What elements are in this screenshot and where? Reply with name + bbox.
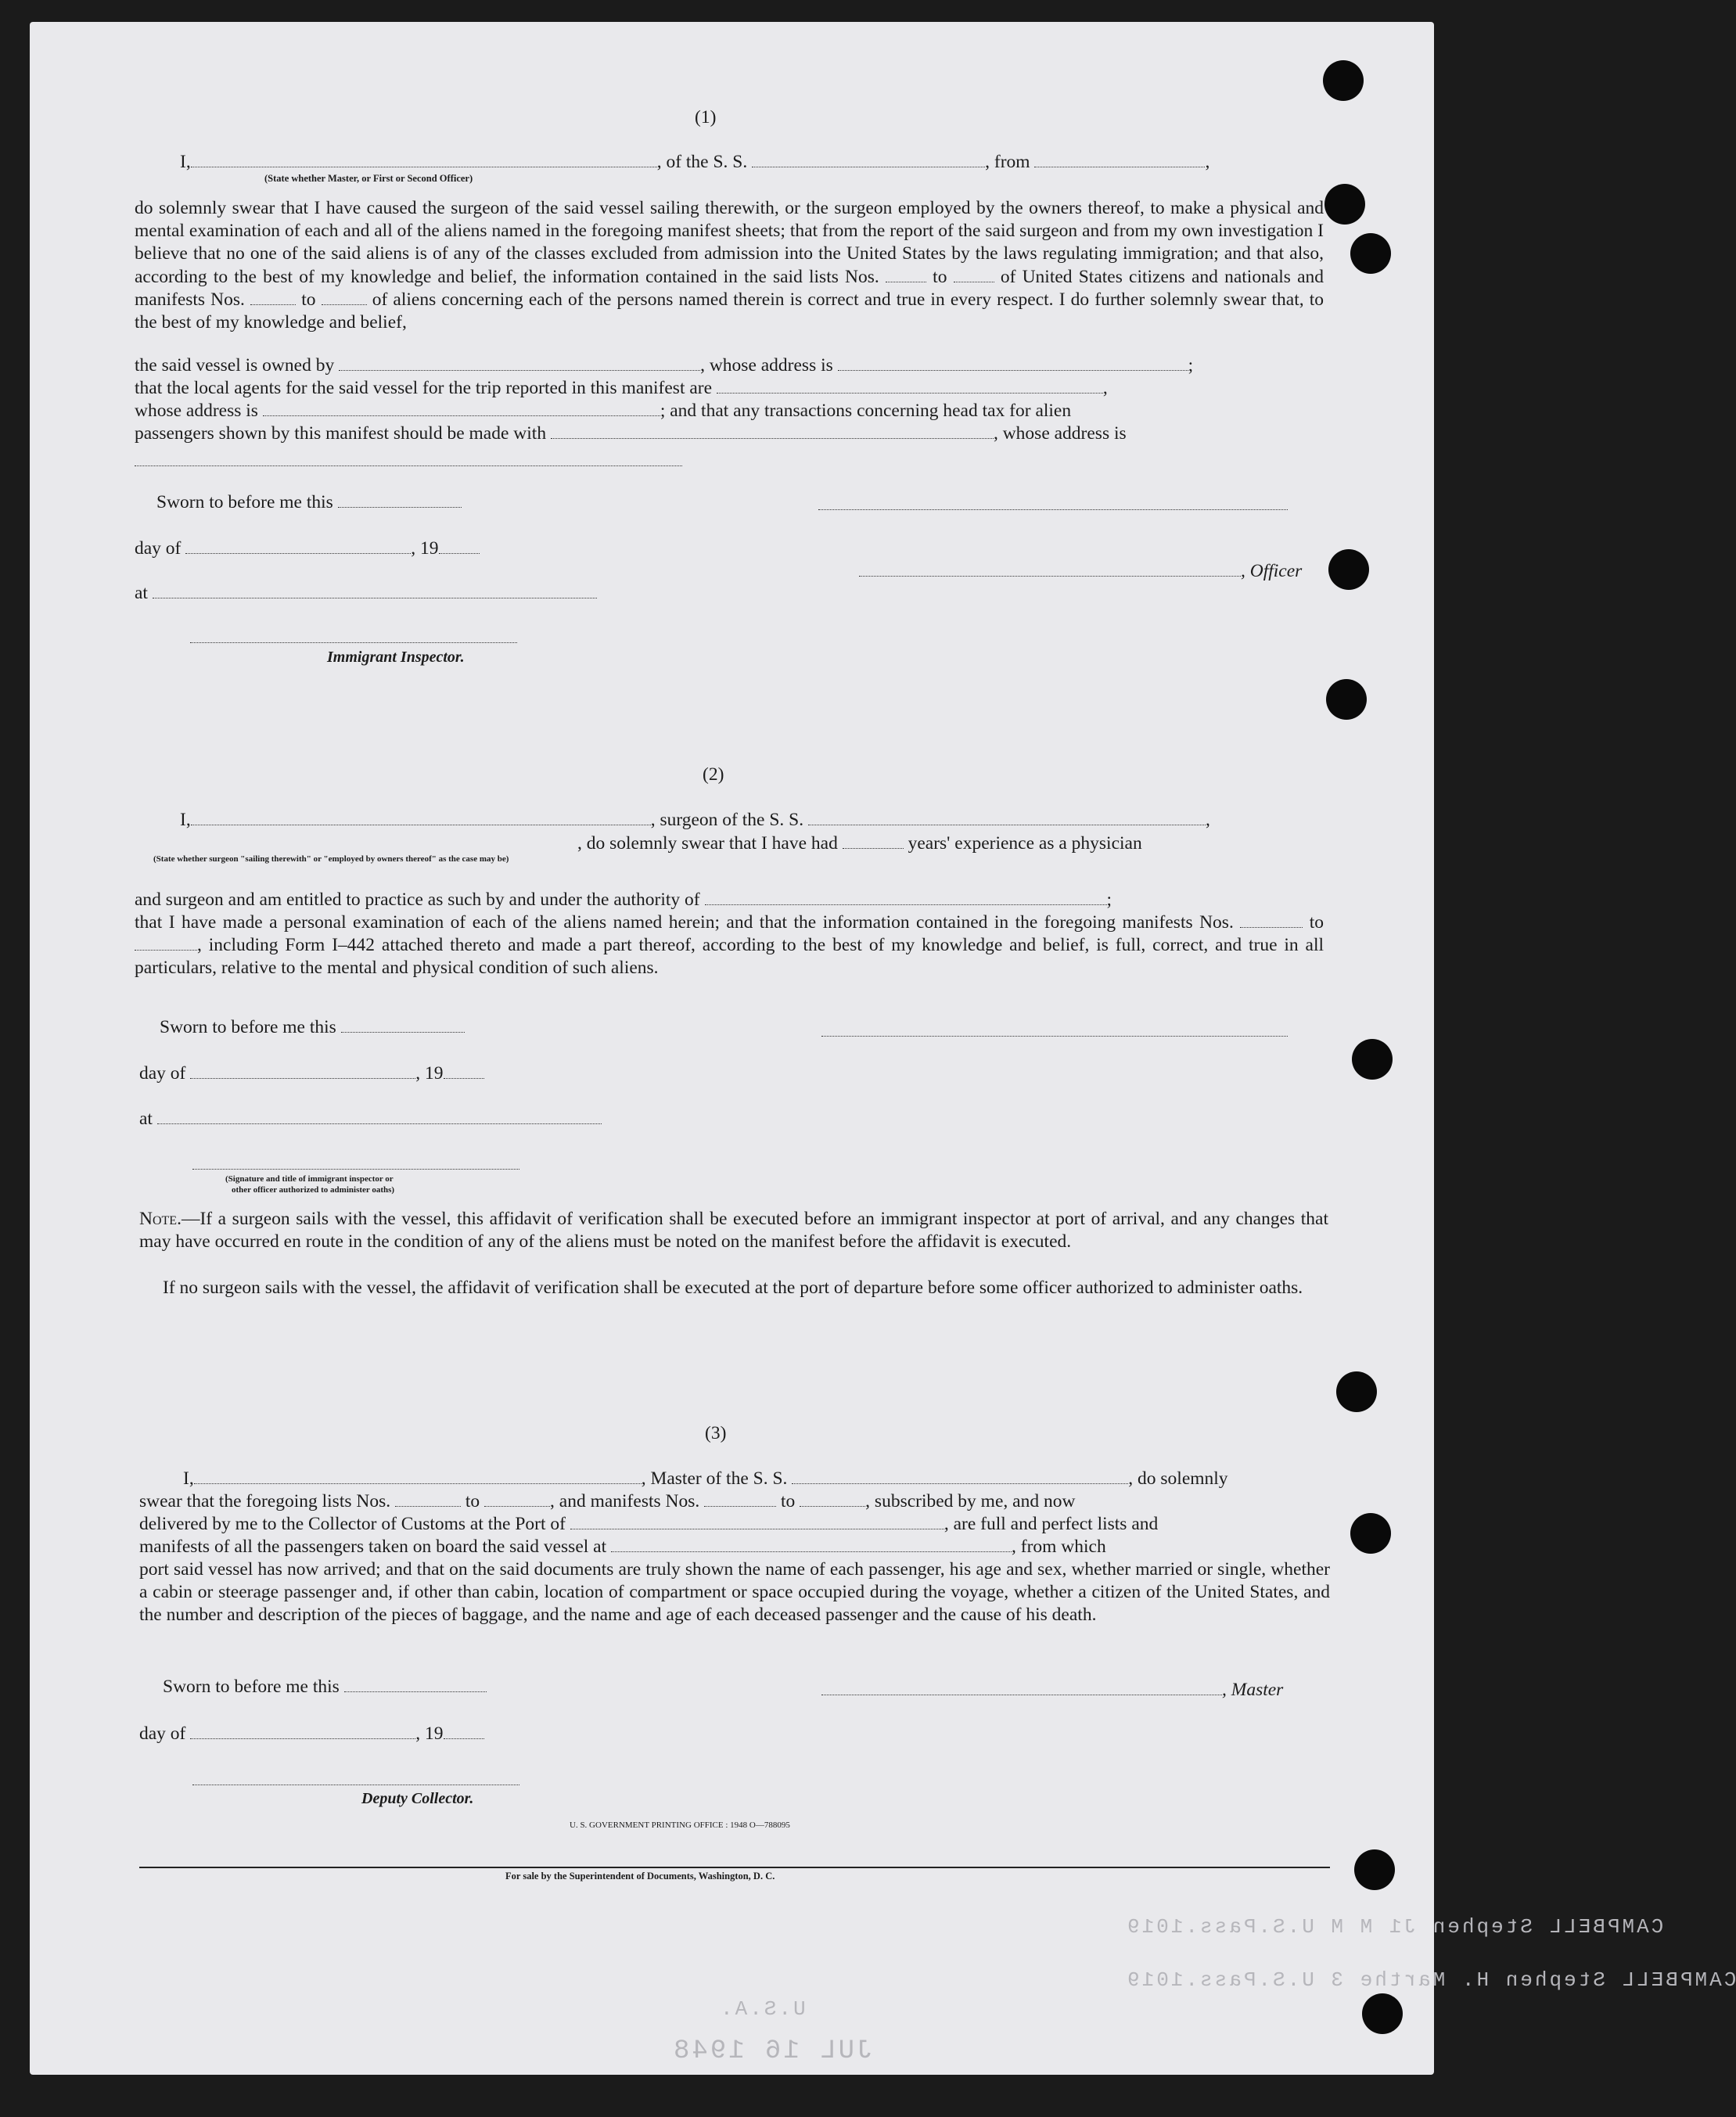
day-of-field-1[interactable] [185, 539, 411, 554]
sworn-line-2: Sworn to before me this [160, 1016, 465, 1039]
section-3-line-2: swear that the foregoing lists Nos. to , and manifests Nos. to , subscribed by me, and now [139, 1491, 1076, 1511]
head-tax-line: passengers shown by this manifest should be made with , whose address is [135, 423, 1127, 444]
sale-notice: For sale by the Superintendent of Documents, Washington, D. C. [505, 1871, 775, 1882]
local-agents-line: that the local agents for the said vessel for the trip reported in this manifest are , [135, 378, 1108, 398]
at-place-field-1[interactable] [153, 584, 597, 598]
section-3-line-3: delivered by me to the Collector of Customs at the Port of , are full and perfect lists and [139, 1514, 1159, 1534]
day-of-field-2[interactable] [190, 1064, 415, 1079]
at-line-1: at [135, 582, 597, 605]
punch-hole-icon [1352, 1039, 1393, 1080]
year-field-3[interactable] [444, 1724, 484, 1739]
agents-address-field[interactable] [263, 401, 660, 416]
master-lists-from-field[interactable] [395, 1492, 461, 1507]
officer-signature-line: , Officer [859, 560, 1302, 583]
bleed-through-text: CAMPBELL Stephen H. Marthe 3 U.S.Pass.1019 [1125, 1968, 1736, 1992]
ship-name-field[interactable] [752, 153, 985, 167]
section-2-line-2: , do solemnly swear that I have had years' experience as a physician [577, 833, 1142, 854]
at-place-field-2[interactable] [157, 1109, 602, 1124]
master-signature-field[interactable] [821, 1680, 1222, 1695]
day-of-line-3: day of , 19 [139, 1723, 484, 1745]
authority-line: and surgeon and am entitled to practice as such by and under the authority of ; [135, 890, 1112, 910]
surgeon-manifests-from-field[interactable] [1240, 913, 1303, 928]
section-3-line-1: I, , Master of the S. S. , do solemnly [183, 1468, 1228, 1489]
section-1-body: do solemnly swear that I have caused the surgeon of the said vessel sailing therewith, or the surgeon employed by the owners thereof, to make a physical and mental examination of each and all of the aliens named in the foregoing manifest sheets; that from the report of the said surgeon and from my own investigation I believe that no one of the said aliens is of any of the classes excluded from admission into the United States by the laws regulating immigration; and that also, according to the best of my knowledge and belief, the information contained in the said lists Nos. to of United States citizens and nationals and manifests Nos. to of aliens concerning each of the persons named therein is correct and true in every respect. I do further solemnly swear that, to the best of my knowledge and belief, [135, 198, 1324, 333]
section-2-number: (2) [703, 764, 724, 785]
sworn-line-1: Sworn to before me this [156, 491, 462, 514]
section-1-hint: (State whether Master, or First or Second Officer) [264, 173, 473, 184]
master-manifests-from-field[interactable] [704, 1492, 776, 1507]
master-lists-to-field[interactable] [484, 1492, 550, 1507]
sworn-date-field-1[interactable] [338, 493, 462, 508]
officer-signature-field[interactable] [859, 562, 1241, 577]
collector-port-field[interactable] [570, 1515, 944, 1529]
authority-field[interactable] [705, 890, 1107, 905]
master-manifests-to-field[interactable] [800, 1492, 865, 1507]
form-page [30, 22, 1736, 2075]
bleed-through-text: CAMPBELL Stephen J1 M M U.S.Pass.1019 [1125, 1915, 1664, 1939]
year-field-2[interactable] [444, 1064, 484, 1079]
agents-address-line: whose address is ; and that any transactions concerning head tax for alien [135, 401, 1072, 421]
sworn-date-field-3[interactable] [344, 1677, 487, 1692]
section-2-body: that I have made a personal examination of each of the aliens named herein; and that the information contained in the foregoing manifests Nos. to , including Form I–442 attached thereto and made a part thereof, according to the best of my knowledge and belief, is full, correct, and true in all particulars, relative to the mental and physical condition of such aliens. [135, 912, 1324, 979]
punch-hole-icon [1354, 1849, 1395, 1890]
day-of-line-2: day of , 19 [139, 1062, 484, 1085]
punch-hole-icon [1350, 233, 1391, 274]
owned-by-line: the said vessel is owned by , whose address is ; [135, 355, 1194, 376]
surgeon-name-field[interactable] [191, 810, 651, 825]
officer-name-field[interactable] [191, 153, 657, 167]
surgeon-signature-line[interactable] [821, 1036, 1288, 1037]
section-2-line-1: I, , surgeon of the S. S. , [180, 810, 1210, 830]
punch-hole-icon [1350, 1513, 1391, 1554]
master-name-field[interactable] [194, 1469, 642, 1484]
from-port-field[interactable] [1034, 153, 1205, 167]
day-of-field-3[interactable] [190, 1724, 415, 1739]
sig-hint-2: other officer authorized to administer oaths) [232, 1185, 395, 1195]
manifests-from-field[interactable] [250, 290, 296, 305]
day-of-line-1: day of , 19 [135, 537, 480, 560]
year-field-1[interactable] [439, 539, 480, 554]
lists-from-field[interactable] [886, 268, 926, 282]
note-paragraph-2: If no surgeon sails with the vessel, the affidavit of verification shall be executed at the port of departure before some officer authorized to administer oaths. [163, 1278, 1303, 1298]
punch-hole-icon [1326, 679, 1367, 720]
bleed-through-text: U.S.A. [718, 1997, 806, 2021]
section-3-number: (3) [705, 1423, 727, 1443]
collector-label: Deputy Collector. [361, 1790, 474, 1807]
punch-hole-icon [1336, 1371, 1377, 1412]
section-2-hint: (State whether surgeon "sailing therewith" or "employed by owners thereof" as the case may be) [153, 854, 509, 864]
inspector-signature-line[interactable] [190, 642, 517, 643]
punch-hole-icon [1362, 1993, 1403, 2034]
officer-signature-line-top[interactable] [818, 509, 1288, 510]
master-signature-line: , Master [821, 1679, 1283, 1702]
manifests-to-field[interactable] [322, 290, 367, 305]
master-ship-field[interactable] [792, 1469, 1128, 1484]
surgeon-manifests-to-field[interactable] [135, 936, 197, 951]
section-3-line-4: manifests of all the passengers taken on board the said vessel at , from which [139, 1537, 1106, 1557]
head-tax-address-field[interactable] [135, 465, 682, 466]
punch-hole-icon [1323, 60, 1364, 101]
boarding-port-field[interactable] [611, 1537, 1012, 1552]
owner-field[interactable] [339, 356, 700, 371]
lists-to-field[interactable] [954, 268, 994, 282]
punch-hole-icon [1328, 549, 1369, 590]
sworn-date-field-2[interactable] [341, 1018, 465, 1033]
gpo-imprint: U. S. GOVERNMENT PRINTING OFFICE : 1948 O—788095 [570, 1820, 790, 1830]
section-3-body: port said vessel has now arrived; and that on the said documents are truly shown the name of each passenger, his age and sex, whether married or single, whether a cabin or steerage passenger and, if other than cabin, location of compartment or space occupied during the voyage, whether a citizen of the United States, and the number and description of the pieces of baggage, and the name and age of each deceased passenger and the cause of his death. [139, 1559, 1330, 1626]
years-field[interactable] [843, 834, 904, 849]
sig-hint-1: (Signature and title of immigrant inspector or [225, 1174, 394, 1184]
footer-rule [139, 1867, 1330, 1868]
section-1-number: (1) [695, 107, 717, 128]
note-paragraph: Note.—If a surgeon sails with the vessel, this affidavit of verification shall be executed before an immigrant inspector at port of arrival, and any changes that may have occurred en route in the condition of any of the aliens must be noted on the manifest before the affidavit is executed. [139, 1209, 1328, 1253]
owner-address-field[interactable] [838, 356, 1188, 371]
sworn-line-3: Sworn to before me this [163, 1676, 487, 1698]
local-agents-field[interactable] [717, 379, 1103, 394]
section-1-line-1: I, , of the S. S. , from , [180, 152, 1210, 172]
bleed-through-stamp: JUL 16 1948 [671, 2036, 873, 2066]
oath-officer-signature-line[interactable] [192, 1169, 519, 1170]
head-tax-agent-field[interactable] [551, 424, 994, 439]
surgeon-ship-field[interactable] [808, 810, 1206, 825]
inspector-label: Immigrant Inspector. [327, 649, 465, 666]
at-line-2: at [139, 1108, 602, 1130]
punch-hole-icon [1324, 184, 1365, 225]
